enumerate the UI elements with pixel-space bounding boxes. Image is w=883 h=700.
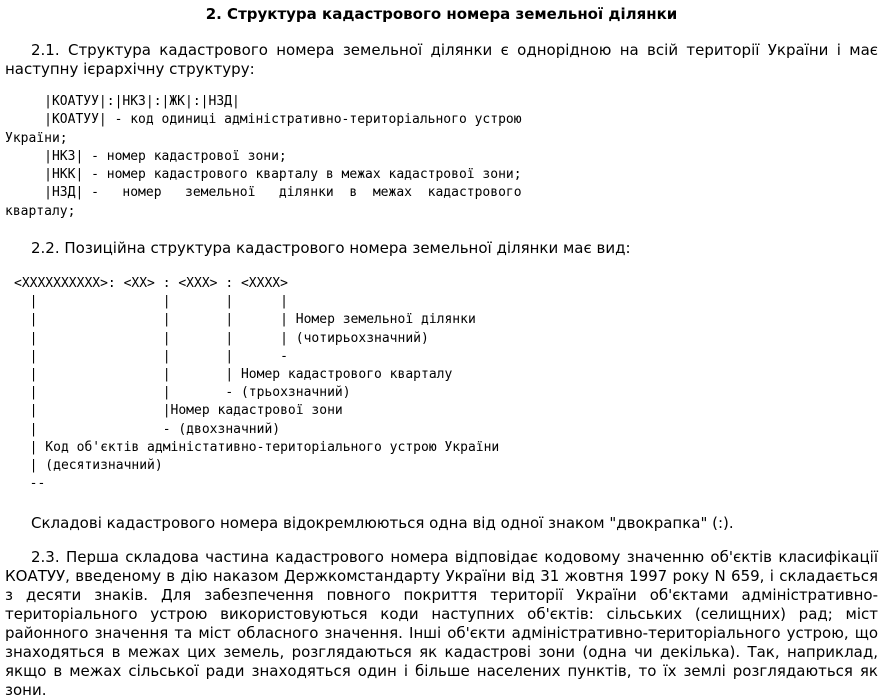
positional-structure-diagram: <XXXXXXXXXX>: <XX> : <XXX> : <XXXX> | | | | | | | | Номер земельної ділянки | | | | (чотирьохзначний) | | | - | | | Номер кадастрового кварталу | | - (трьохзначний) | |Номер кадастрової зони | - (двохзначний) | Код об'єктів адміністативно-територіального устрою України | (десятизначний) -- <box>14 276 500 492</box>
paragraph-2-2: 2.2. Позиційна структура кадастрового номера земельної ділянки має вид: <box>31 239 631 257</box>
separator-note: Складові кадастрового номера відокремлюються одна від одної знаком "двокрапка" (:). <box>31 514 734 532</box>
paragraph-2-1: 2.1. Структура кадастрового номера земельної ділянки є однорідною на всій території України і має наступну ієрархічну структуру: <box>5 41 878 78</box>
section-title: 2. Структура кадастрового номера земельної ділянки <box>205 5 678 23</box>
hierarchy-structure-block: |КОАТУУ|:|НКЗ|:|ЖК|:|НЗД| |КОАТУУ| - код одиниці адміністративно-територіального устрою України; |НКЗ| - номер кадастрової зони; |НКК| - номер кадастрового кварталу в межах кадастрової зони; |НЗД| - номер земельної ділянки в межах кадастрового кварталу; <box>5 94 522 219</box>
paragraph-2-3: 2.3. Перша складова частина кадастрового номера відповідає кодовому значенню об'єктів класифікації КОАТУУ, введеному в дію наказом Держкомстандарту України від 31 жовтня 1997 року N 659, і складається з десяти знаків. Для забезпечення повного покриття території України об'єктами адміністративно-територіального устрою використовуються коди наступних об'єктів: сільських (селищних) рад; міст районного значення та міст обласного значення. Інші об'єкти адміністративно-територіального устрою, що знаходяться в межах цих земель, розглядаються як кадастрові зони (одна чи декілька). Так, наприклад, якщо в межах сільської ради знаходяться один і більше населених пунктів, то їх землі розглядаються як зони. <box>5 548 878 699</box>
